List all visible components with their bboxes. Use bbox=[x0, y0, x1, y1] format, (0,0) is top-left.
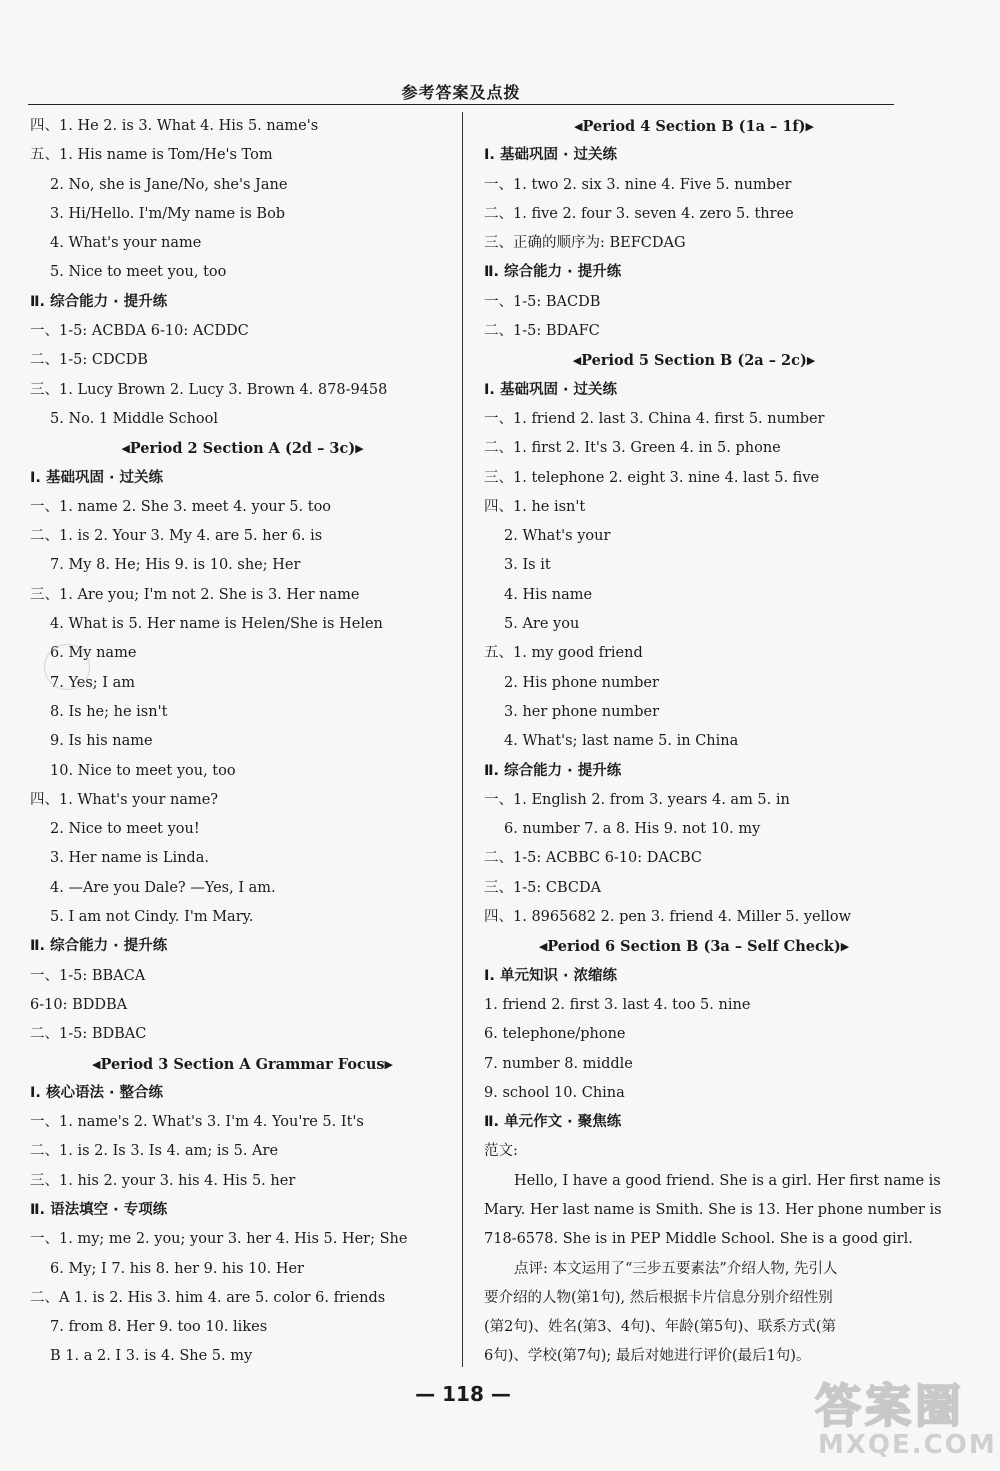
right-answer-line: 一、1. English 2. from 3. years 4. am 5. in bbox=[484, 791, 790, 808]
left-answer-line: 7. My 8. He; His 9. is 10. she; Her bbox=[50, 557, 301, 574]
left-answer-line: 6. My name bbox=[50, 645, 137, 662]
left-answer-line: 二、1-5: CDCDB bbox=[30, 352, 148, 369]
watermark-logo bbox=[800, 1370, 997, 1465]
left-answer-line: 2. Nice to meet you! bbox=[50, 821, 200, 838]
triangle-left-icon: ◀ bbox=[572, 354, 582, 368]
right-section-heading: Ⅱ. 综合能力 · 提升练 bbox=[484, 762, 622, 779]
left-period-heading bbox=[30, 434, 455, 463]
faint-stamp-mark bbox=[44, 644, 90, 690]
triangle-left-icon: ◀ bbox=[538, 940, 548, 954]
left-answer-line: 5. No. 1 Middle School bbox=[50, 410, 219, 427]
left-answer-line: 五、1. His name is Tom/He's Tom bbox=[30, 147, 273, 164]
left-answer-line: 一、1. name's 2. What's 3. I'm 4. You're 5. It's bbox=[30, 1114, 364, 1131]
watermark-logo-text: 答案圈 bbox=[815, 1379, 965, 1433]
right-answer-line: 三、正确的顺序为: BEFCDAG bbox=[484, 235, 686, 252]
right-answer-line: 3. Is it bbox=[504, 557, 551, 574]
right-answer-line: 三、1-5: CBCDA bbox=[484, 879, 602, 896]
left-answer-line: 三、1. his 2. your 3. his 4. His 5. her bbox=[30, 1172, 296, 1189]
left-section-heading: Ⅰ. 核心语法 · 整合练 bbox=[30, 1084, 164, 1101]
right-answer-line: 6. telephone/phone bbox=[484, 1026, 626, 1043]
left-section-heading: Ⅱ. 综合能力 · 提升练 bbox=[30, 938, 168, 955]
left-answer-line: 3. Her name is Linda. bbox=[50, 850, 209, 867]
header-rule bbox=[28, 104, 894, 105]
triangle-right-icon: ▶ bbox=[384, 1057, 393, 1071]
right-paragraph-line: 点评: 本文运用了“三步五要素法”介绍人物, 先引人 bbox=[514, 1260, 838, 1277]
triangle-left-icon: ◀ bbox=[121, 442, 130, 456]
right-answer-line: 6. number 7. a 8. His 9. not 10. my bbox=[504, 821, 761, 838]
right-period-heading bbox=[484, 112, 904, 141]
left-answer-line: B 1. a 2. I 3. is 4. She 5. my bbox=[50, 1348, 253, 1365]
right-section-heading: Ⅰ. 单元知识 · 浓缩练 bbox=[484, 967, 618, 984]
left-answer-line: 7. from 8. Her 9. too 10. likes bbox=[50, 1319, 268, 1336]
period-heading-text: Period 6 Section B (3a – Self Check) bbox=[547, 938, 841, 956]
right-answer-line: 一、1. two 2. six 3. nine 4. Five 5. number bbox=[484, 176, 792, 193]
right-answer-line: 五、1. my good friend bbox=[484, 645, 643, 662]
right-section-heading: Ⅱ. 综合能力 · 提升练 bbox=[484, 264, 622, 281]
right-answer-line: 4. His name bbox=[504, 586, 593, 603]
left-answer-line: 二、1. is 2. Is 3. Is 4. am; is 5. Are bbox=[30, 1143, 279, 1160]
right-answer-line: 1. friend 2. first 3. last 4. too 5. nine bbox=[484, 996, 751, 1013]
left-answer-line: 6-10: BDDBA bbox=[30, 996, 128, 1013]
right-answer-line: 二、1-5: ACBBC 6-10: DACBC bbox=[484, 850, 702, 867]
left-answer-line: 一、1-5: BBACA bbox=[30, 967, 146, 984]
right-paragraph-line: Hello, I have a good friend. She is a girl. Her first name is bbox=[514, 1172, 941, 1189]
right-answer-line: 二、1. first 2. It's 3. Green 4. in 5. phone bbox=[484, 440, 781, 457]
left-answer-line: 一、1-5: ACBDA 6-10: ACDDC bbox=[30, 323, 249, 340]
left-answer-line: 四、1. He 2. is 3. What 4. His 5. name's bbox=[30, 118, 319, 134]
right-answer-line: 二、1-5: BDAFC bbox=[484, 323, 600, 340]
period-heading-text: Period 4 Section B (1a – 1f) bbox=[582, 118, 806, 135]
left-answer-line: 一、1. name 2. She 3. meet 4. your 5. too bbox=[30, 498, 332, 515]
left-answer-line: 10. Nice to meet you, too bbox=[50, 762, 236, 779]
left-answer-line: 8. Is he; he isn't bbox=[50, 703, 168, 720]
left-answer-line: 四、1. What's your name? bbox=[30, 791, 219, 808]
left-answer-line: 7. Yes; I am bbox=[50, 674, 136, 691]
left-answer-line: 一、1. my; me 2. you; your 3. her 4. His 5. Her; She bbox=[30, 1231, 408, 1248]
left-answer-line: 4. —Are you Dale? —Yes, I am. bbox=[50, 879, 276, 896]
left-answer-line: 3. Hi/Hello. I'm/My name is Bob bbox=[50, 205, 286, 222]
right-section-heading: Ⅰ. 基础巩固 · 过关练 bbox=[484, 147, 618, 164]
left-answer-line: 三、1. Lucy Brown 2. Lucy 3. Brown 4. 878-9458 bbox=[30, 381, 388, 398]
left-answer-line: 二、1. is 2. Your 3. My 4. are 5. her 6. is bbox=[30, 528, 323, 545]
left-period-heading bbox=[30, 1050, 455, 1079]
right-answer-line: 718-6578. She is in PEP Middle School. She is a good girl. bbox=[484, 1231, 913, 1248]
right-section-heading: Ⅰ. 基础巩固 · 过关练 bbox=[484, 381, 618, 398]
right-answer-line: 4. What's; last name 5. in China bbox=[504, 733, 739, 750]
right-answer-line: 一、1. friend 2. last 3. China 4. first 5. number bbox=[484, 410, 825, 427]
left-section-heading: Ⅱ. 语法填空 · 专项练 bbox=[30, 1201, 168, 1218]
right-answer-line: 2. His phone number bbox=[504, 674, 659, 691]
right-column bbox=[484, 112, 942, 1372]
right-answer-line: 5. Are you bbox=[504, 616, 580, 633]
left-section-heading: Ⅱ. 综合能力 · 提升练 bbox=[30, 293, 168, 310]
left-answer-line: 6. My; I 7. his 8. her 9. his 10. Her bbox=[50, 1260, 304, 1277]
column-divider bbox=[462, 112, 463, 1367]
right-answer-line: 2. What's your bbox=[504, 528, 611, 545]
left-section-heading: Ⅰ. 基础巩固 · 过关练 bbox=[30, 469, 164, 486]
right-answer-line: 一、1-5: BACDB bbox=[484, 293, 601, 310]
right-answer-line: 要介绍的人物(第1句), 然后根据卡片信息分别介绍性别 bbox=[484, 1289, 833, 1306]
left-answer-line: 9. Is his name bbox=[50, 733, 153, 750]
triangle-right-icon: ▶ bbox=[840, 940, 850, 954]
left-answer-line: 4. What is 5. Her name is Helen/She is Helen bbox=[50, 616, 383, 633]
left-answer-line: 2. No, she is Jane/No, she's Jane bbox=[50, 176, 288, 193]
period-heading-text: Period 5 Section B (2a – 2c) bbox=[581, 352, 807, 370]
left-answer-line: 4. What's your name bbox=[50, 235, 202, 252]
right-answer-line: 3. her phone number bbox=[504, 703, 660, 720]
right-answer-line: (第2句)、姓名(第3、4句)、年龄(第5句)、联系方式(第 bbox=[484, 1319, 836, 1336]
left-column bbox=[30, 112, 455, 1372]
right-answer-line: 9. school 10. China bbox=[484, 1084, 625, 1101]
right-answer-line: 7. number 8. middle bbox=[484, 1055, 633, 1072]
page-number: — 118 — bbox=[415, 1382, 511, 1406]
right-period-heading bbox=[484, 346, 904, 375]
left-answer-line: 三、1. Are you; I'm not 2. She is 3. Her name bbox=[30, 586, 360, 603]
right-answer-line: 三、1. telephone 2. eight 3. nine 4. last 5. five bbox=[484, 469, 820, 486]
left-answer-line: 二、A 1. is 2. His 3. him 4. are 5. color 6. friends bbox=[30, 1289, 386, 1306]
period-heading-text: Period 2 Section A (2d – 3c) bbox=[129, 440, 356, 458]
triangle-right-icon: ▶ bbox=[805, 120, 814, 133]
left-answer-line: 5. Nice to meet you, too bbox=[50, 264, 227, 281]
left-answer-line: 5. I am not Cindy. I'm Mary. bbox=[50, 909, 254, 926]
right-answer-line: 二、1. five 2. four 3. seven 4. zero 5. three bbox=[484, 205, 794, 222]
right-period-heading bbox=[484, 932, 904, 961]
right-answer-line: 6句)、学校(第7句); 最后对她进行评价(最后1句)。 bbox=[484, 1348, 811, 1365]
triangle-right-icon: ▶ bbox=[355, 442, 364, 456]
right-answer-line: Mary. Her last name is Smith. She is 13. Her phone number is bbox=[484, 1201, 942, 1218]
triangle-left-icon: ◀ bbox=[574, 120, 583, 133]
period-heading-text: Period 3 Section A Grammar Focus bbox=[100, 1055, 385, 1073]
right-answer-line: 四、1. 8965682 2. pen 3. friend 4. Miller 5. yellow bbox=[484, 909, 852, 926]
right-answer-line: 范文: bbox=[484, 1143, 518, 1160]
right-section-heading: Ⅱ. 单元作文 · 聚焦练 bbox=[484, 1114, 622, 1131]
page-header-title: 参考答案及点拨 bbox=[401, 83, 521, 102]
left-answer-line: 二、1-5: BDBAC bbox=[30, 1026, 147, 1043]
triangle-left-icon: ◀ bbox=[91, 1057, 101, 1071]
watermark-site-text: MXQE.COM bbox=[818, 1430, 997, 1460]
right-answer-line: 四、1. he isn't bbox=[484, 498, 586, 515]
triangle-right-icon: ▶ bbox=[806, 354, 816, 368]
